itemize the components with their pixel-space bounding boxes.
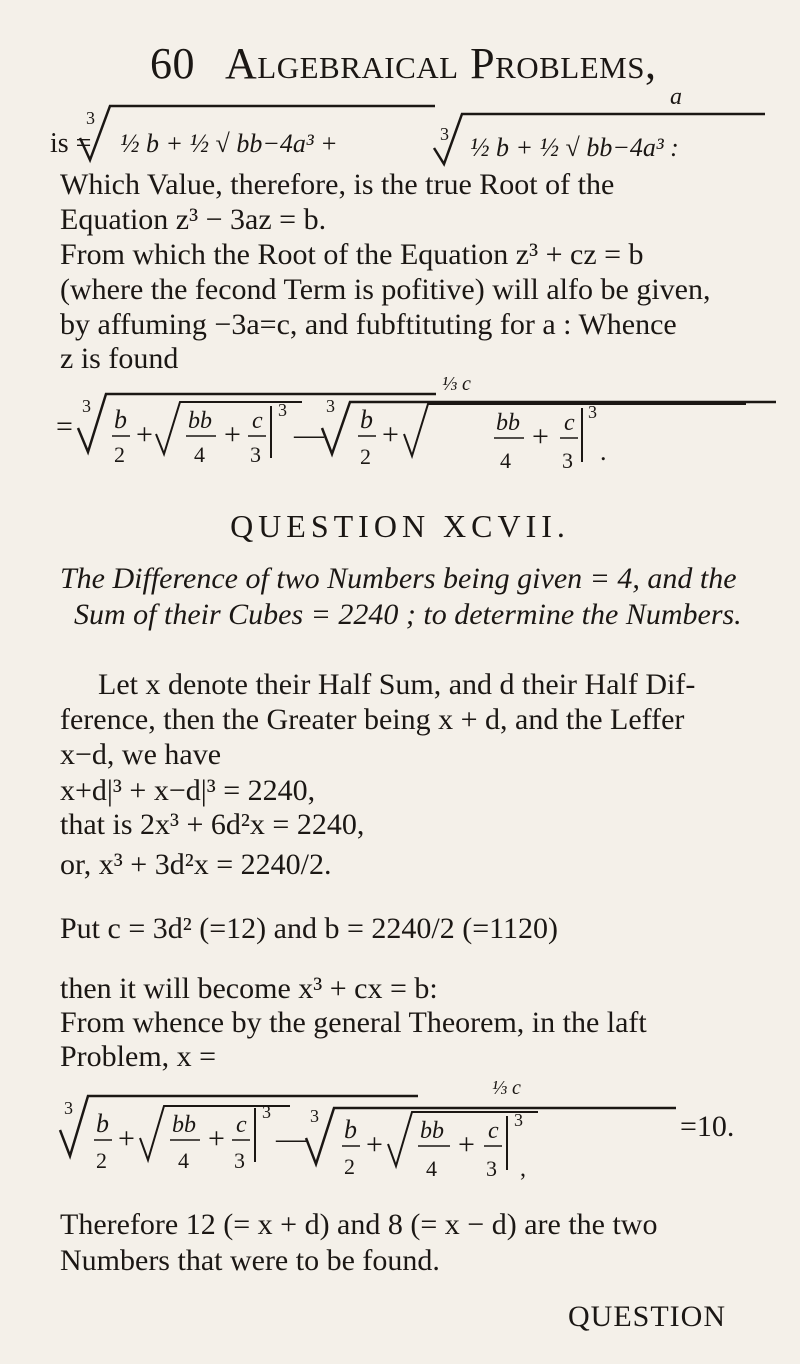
para1-line-1: Which Value, therefore, is the true Root of the — [60, 168, 615, 201]
svg-text:c: c — [236, 1112, 247, 1138]
svg-text:4: 4 — [178, 1148, 189, 1173]
svg-text:bb: bb — [496, 410, 520, 436]
svg-text:3: 3 — [262, 1102, 271, 1122]
svg-text:+: + — [224, 418, 241, 451]
para2-line-10: Problem, x = — [60, 1040, 217, 1073]
svg-text:b: b — [96, 1109, 109, 1138]
top-formula-cube-index: 3 — [86, 108, 95, 128]
para2-line-3: x−d, we have — [60, 738, 222, 771]
svg-text:3: 3 — [234, 1148, 245, 1173]
para2-line-9: From whence by the general Theorem, in the laft — [60, 1006, 647, 1039]
formula-2-minus: — — [294, 418, 324, 451]
svg-text:2: 2 — [114, 442, 125, 467]
svg-text:3: 3 — [514, 1110, 523, 1130]
catchword: QUESTION — [568, 1300, 726, 1333]
running-header — [150, 38, 657, 89]
para1-line-2: Equation z³ − 3az = b. — [60, 203, 327, 236]
para2-line-1: Let x denote their Half Sum, and d their Half Dif- — [98, 668, 696, 701]
svg-text:+: + — [136, 418, 153, 451]
top-formula-term-1: ½ b + ½ √ bb−4a³ + — [120, 129, 338, 158]
svg-text:2: 2 — [96, 1148, 107, 1173]
svg-text:3: 3 — [588, 402, 597, 422]
para3-line-2: Numbers that were to be found. — [60, 1244, 440, 1277]
svg-text:+: + — [366, 1128, 383, 1161]
para2-line-2: ference, then the Greater being x + d, and the Leffer — [60, 703, 685, 736]
svg-text:+: + — [532, 420, 549, 453]
top-formula-over-letter: a — [670, 84, 682, 110]
para1-line-5: by affuming −3a=c, and fubftituting for a : Whence — [60, 308, 677, 341]
svg-text:4: 4 — [426, 1156, 437, 1181]
para2-line-8: then it will become x³ + cx = b: — [60, 972, 438, 1005]
top-formula-prefix: is = — [50, 128, 92, 159]
svg-text:3: 3 — [250, 442, 261, 467]
para2-line-6: or, x³ + 3d²x = 2240/2. — [60, 848, 332, 881]
top-formula-cube-index-2: 3 — [440, 124, 449, 144]
running-title: Algebraical Problems, — [225, 39, 657, 88]
svg-text:bb: bb — [420, 1118, 444, 1144]
formula-3-result: =10. — [680, 1110, 735, 1143]
formula-3 — [58, 1076, 778, 1192]
para1-line-6: z is found — [60, 342, 179, 375]
top-formula-term-2: ½ b + ½ √ bb−4a³ : — [470, 133, 679, 162]
para3-line-1: Therefore 12 (= x + d) and 8 (= x − d) are the two — [60, 1208, 658, 1241]
svg-text:+: + — [382, 418, 399, 451]
svg-text:+: + — [458, 1128, 475, 1161]
svg-text:+: + — [118, 1122, 135, 1155]
question-heading: QUESTION XCVII. — [230, 508, 570, 544]
formula-3-over-label: ⅓ c — [492, 1077, 521, 1099]
formula-2 — [56, 372, 776, 484]
para2-line-5: that is 2x³ + 6d²x = 2240, — [60, 808, 365, 841]
svg-text:3: 3 — [278, 400, 287, 420]
svg-text:,: , — [520, 1156, 526, 1182]
svg-text:c: c — [252, 408, 263, 434]
question-text-line-1: The Difference of two Numbers being given = 4, and the — [60, 562, 737, 595]
para1-line-4: (where the fecond Term is pofitive) will alfo be given, — [60, 273, 711, 306]
svg-text:b: b — [114, 405, 127, 434]
formula-3-minus: — — [276, 1122, 306, 1155]
svg-text:bb: bb — [188, 408, 212, 434]
svg-text:b: b — [344, 1115, 357, 1144]
svg-text:3: 3 — [326, 396, 335, 416]
formula-2-over-label: ⅓ c — [442, 373, 471, 395]
page-number: 60 — [150, 39, 195, 88]
formula-2-lead: = — [56, 410, 73, 443]
svg-text:c: c — [564, 410, 575, 436]
top-formula — [50, 84, 770, 168]
svg-text:3: 3 — [82, 396, 91, 416]
question-text-line-2: Sum of their Cubes = 2240 ; to determine the Numbers. — [74, 598, 742, 631]
para2-line-4: x+d|³ + x−d|³ = 2240, — [60, 774, 316, 807]
svg-text:3: 3 — [486, 1156, 497, 1181]
svg-text:bb: bb — [172, 1112, 196, 1138]
svg-text:4: 4 — [194, 442, 205, 467]
svg-text:2: 2 — [344, 1154, 355, 1179]
svg-text:b: b — [360, 405, 373, 434]
svg-text:3: 3 — [562, 448, 573, 473]
svg-text:+: + — [208, 1122, 225, 1155]
svg-text:c: c — [488, 1118, 499, 1144]
svg-text:4: 4 — [500, 448, 511, 473]
svg-text:3: 3 — [64, 1098, 73, 1118]
para2-line-7: Put c = 3d² (=12) and b = 2240/2 (=1120) — [60, 912, 559, 945]
svg-text:2: 2 — [360, 444, 371, 469]
svg-text:.: . — [600, 437, 607, 466]
para1-line-3: From which the Root of the Equation z³ + cz = b — [60, 238, 644, 271]
svg-text:3: 3 — [310, 1106, 319, 1126]
